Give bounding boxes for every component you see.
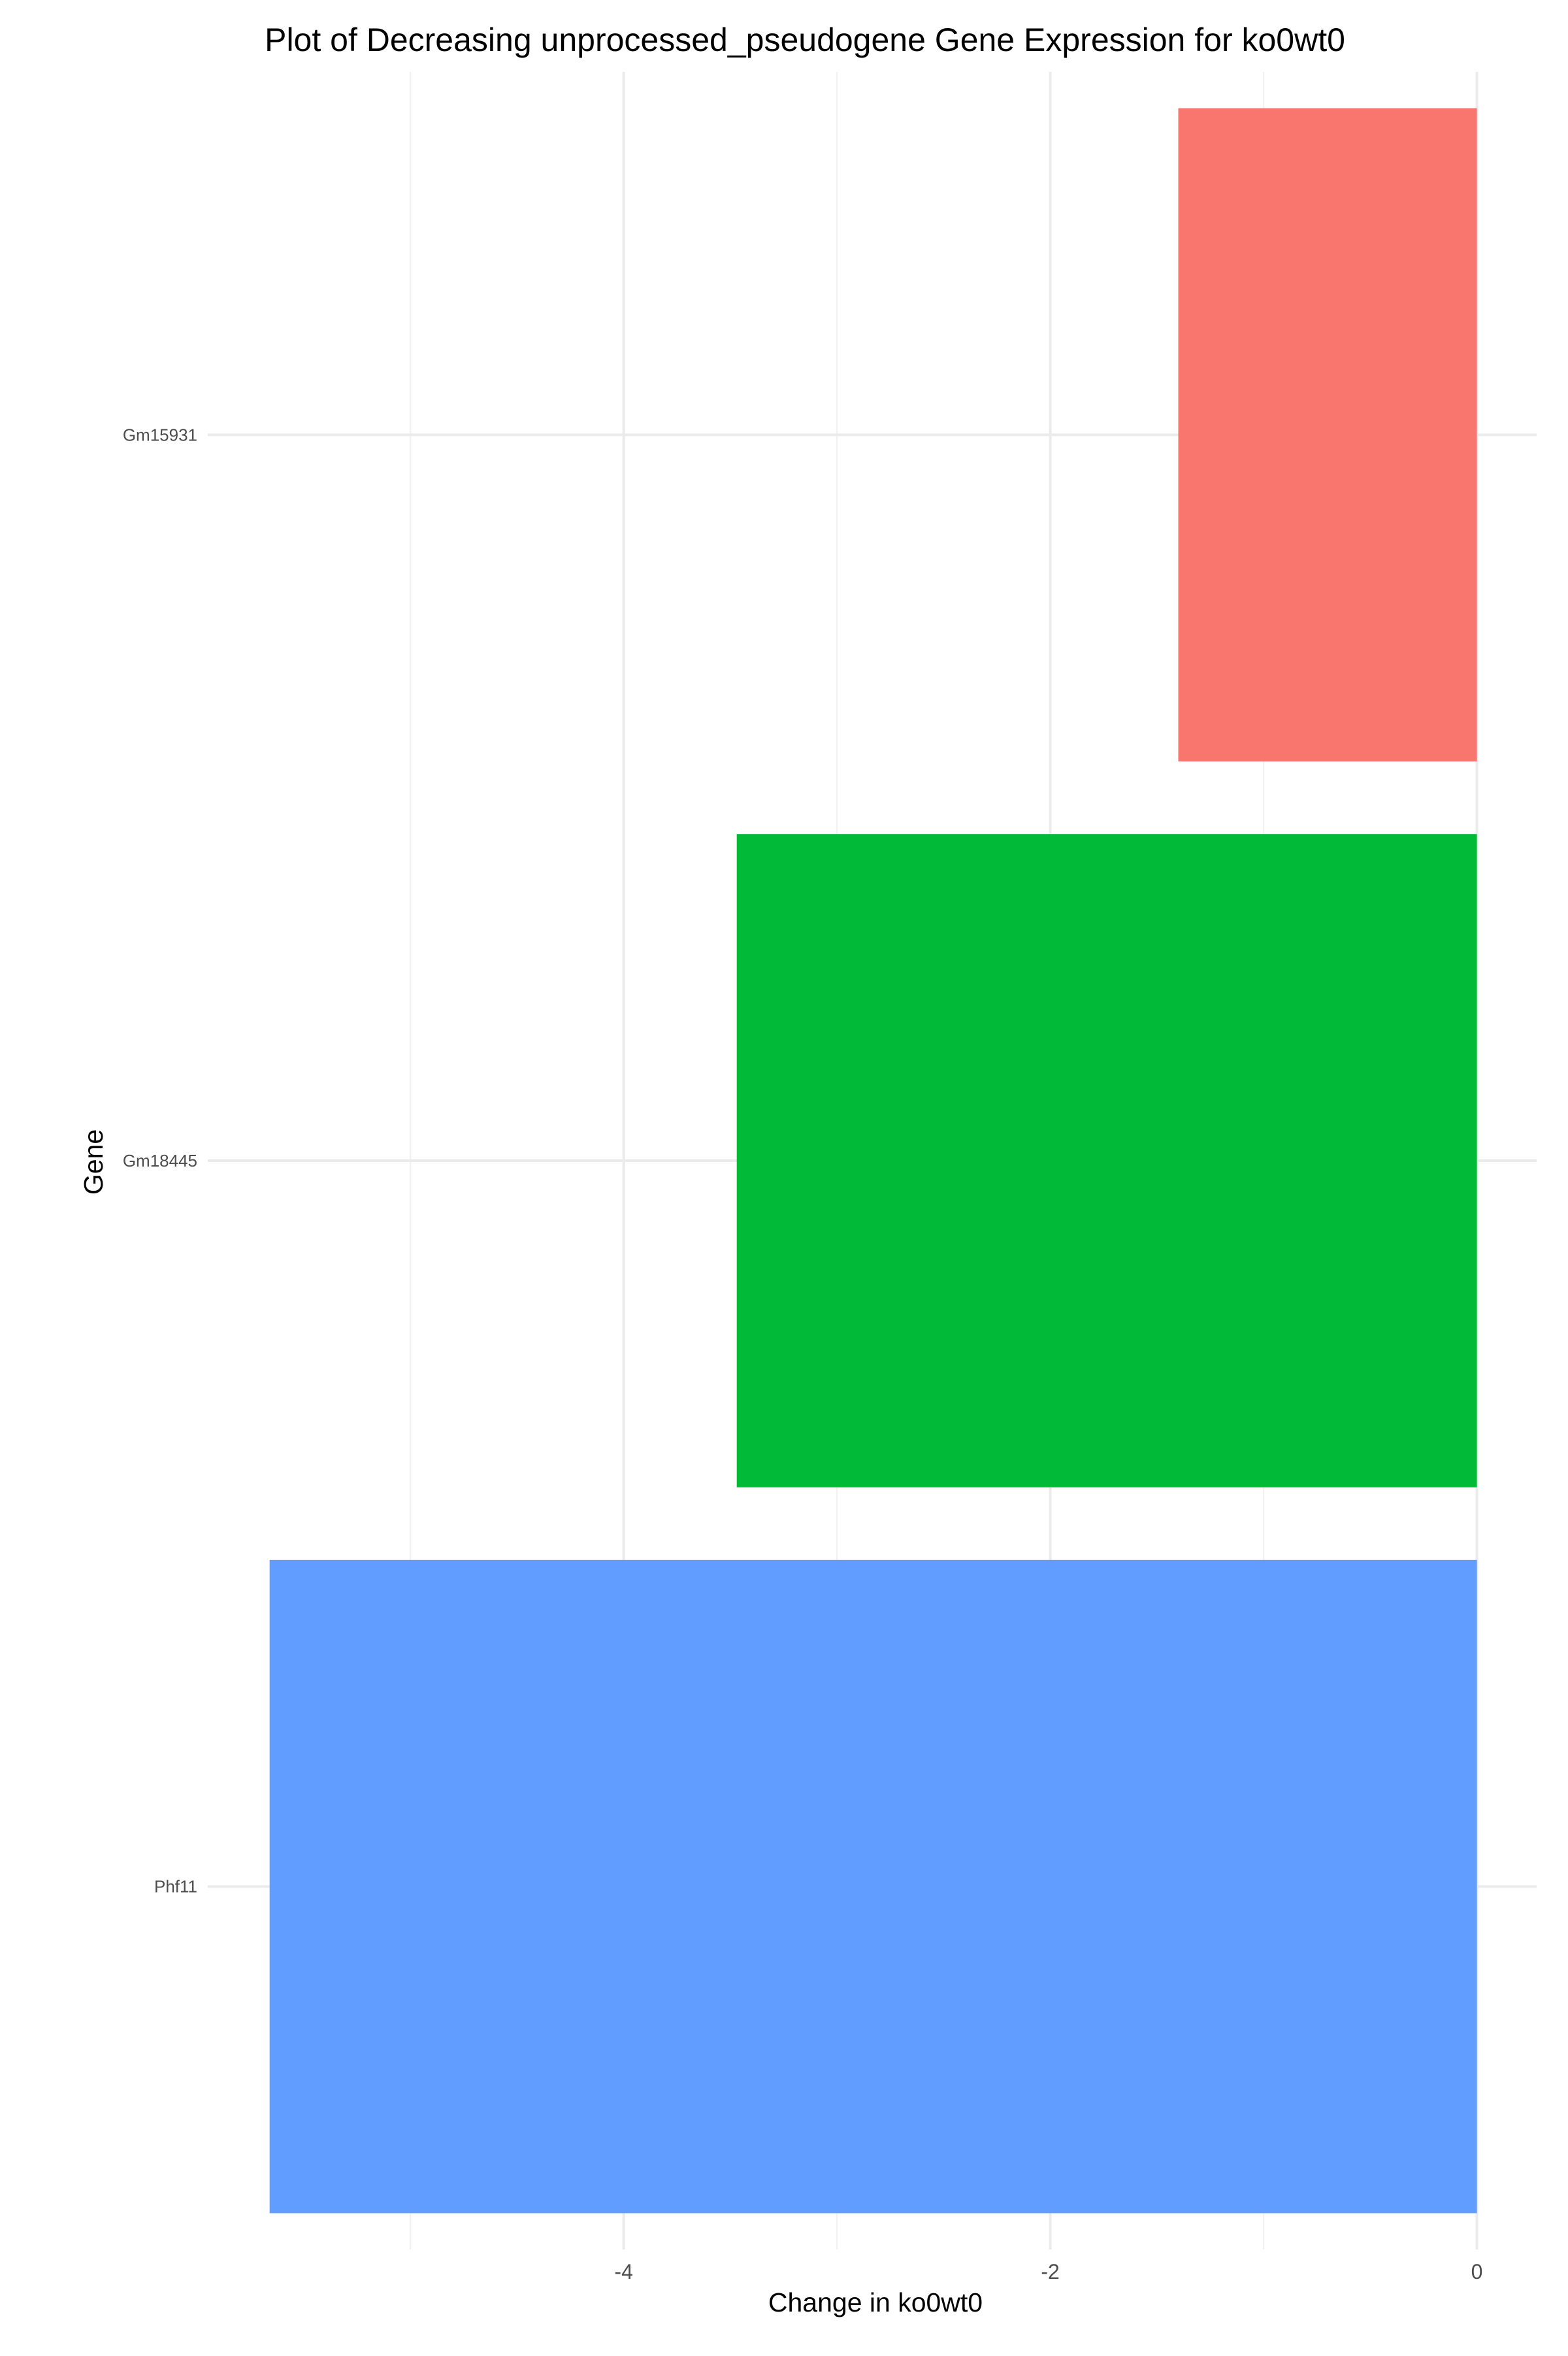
x-tick-label: -2 — [1041, 2260, 1060, 2283]
bar-gm18445 — [737, 834, 1477, 1487]
bar-gm15931 — [1179, 108, 1477, 762]
x-tick-label: -4 — [614, 2260, 633, 2283]
y-tick-label: Phf11 — [154, 1876, 197, 1897]
chart-title: Plot of Decreasing unprocessed_pseudogene Gene Expression for ko0wt0 — [265, 22, 1345, 58]
x-tick-label: 0 — [1471, 2260, 1483, 2283]
y-tick-label: Gm15931 — [122, 425, 197, 445]
y-tick-label: Gm18445 — [122, 1151, 197, 1170]
y-axis-title: Gene — [78, 1129, 108, 1195]
bar-phf11 — [270, 1560, 1477, 2214]
x-axis-title: Change in ko0wt0 — [768, 2287, 983, 2317]
